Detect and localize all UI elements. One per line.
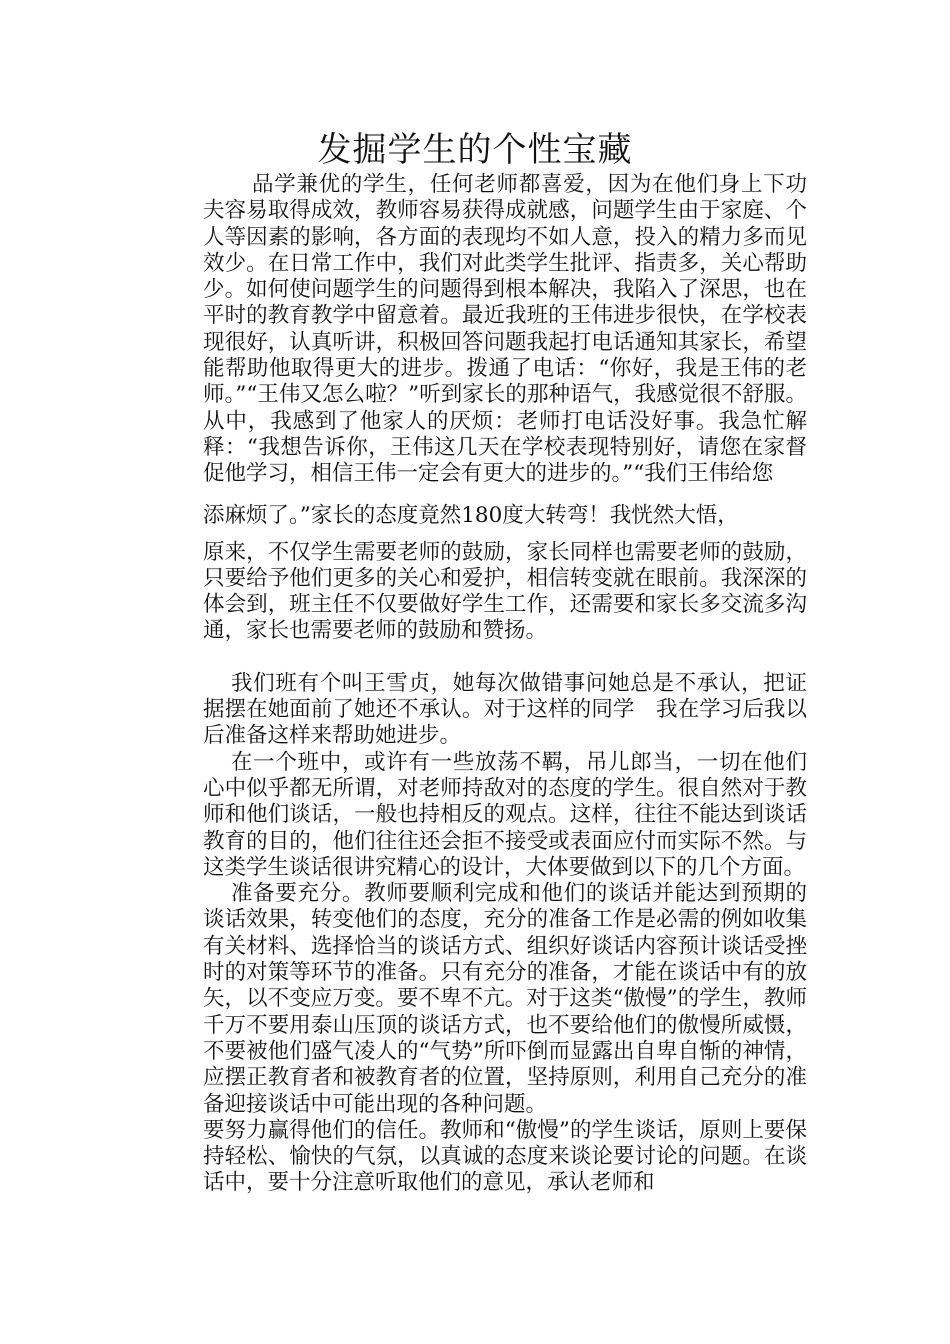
document-body <box>203 172 807 1197</box>
paragraph-7: 要努力赢得他们的信任。教师和“傲慢”的学生谈话，原则上要保持轻松、愉快的气氛，以真诚的态度来谈论要讨论的问题。在谈话中，要十分注意听取他们的意见，承认老师和 <box>203 1117 807 1196</box>
paragraph-1: 品学兼优的学生，任何老师都喜爱，因为在他们身上下功夫容易取得成效，教师容易获得成就感，问题学生由于家庭、个人等因素的影响，各方面的表现均不如人意，投入的精力多而见效少。在日常工作中，我们对此类学生批评、指责多，关心帮助少。如何使问题学生的问题得到根本解决，我陷入了深思，也在平时的教育教学中留意着。最近我班的王伟进步很快，在学校表现很好，认真听讲，积极回答问题我起打电话通知其家长，希望能帮助他取得更大的进步。拨通了电话：“你好，我是王伟的老师。”“王伟又怎么啦？”听到家长的那种语气，我感觉很不舒服。从中，我感到了他家人的厌烦：老师打电话没好事。我急忙解释：“我想告诉你，王伟这几天在学校表现特别好，请您在家督促他学习，相信王伟一定会有更大的进步的。”“我们王伟给您 <box>203 172 807 487</box>
paragraph-2: 添麻烦了。”家长的态度竟然180度大转弯！我恍然大悟， <box>203 502 739 528</box>
paragraph-3: 原来，不仅学生需要老师的鼓励，家长同样也需要老师的鼓励，只要给予他们更多的关心和爱护，相信转变就在眼前。我深深的体会到，班主任不仅要做好学生工作，还需要和家长多交流多沟通，家长也需要老师的鼓励和赞扬。 <box>203 539 807 644</box>
paragraph-5: 在一个班中，或许有一些放荡不羁，吊儿郎当，一切在他们心中似乎都无所谓，对老师持敌对的态度的学生。很自然对于教师和他们谈话，一般也持相反的观点。这样，往往不能达到谈话教育的目的，他们往往还会拒不接受或表面应付而实际不然。与这类学生谈话很讲究精心的设计，大体要做到以下的几个方面。 <box>203 749 807 880</box>
document-title: 发掘学生的个性宝藏 <box>317 130 633 170</box>
paragraph-4: 我们班有个叫王雪贞，她每次做错事问她总是不承认，把证据摆在她面前了她还不承认。对于这样的同学 我在学习后我以后准备这样来帮助她进步。 <box>203 670 807 749</box>
paragraph-6: 准备要充分。教师要顺利完成和他们的谈话并能达到预期的谈话效果，转变他们的态度，充分的准备工作是必需的例如收集有关材料、选择恰当的谈话方式、组织好谈话内容预计谈话受挫时的对策等环节的准备。只有充分的准备，才能在谈话中有的放矢，以不变应万变。要不卑不亢。对于这类“傲慢”的学生，教师千万不要用泰山压顶的谈话方式，也不要给他们的傲慢所威慑，不要被他们盛气凌人的“气势”所吓倒而显露出自卑自惭的神情，应摆正教育者和被教育者的位置，坚持原则，利用自己充分的准备迎接谈话中可能出现的各种问题。 <box>203 881 807 1117</box>
